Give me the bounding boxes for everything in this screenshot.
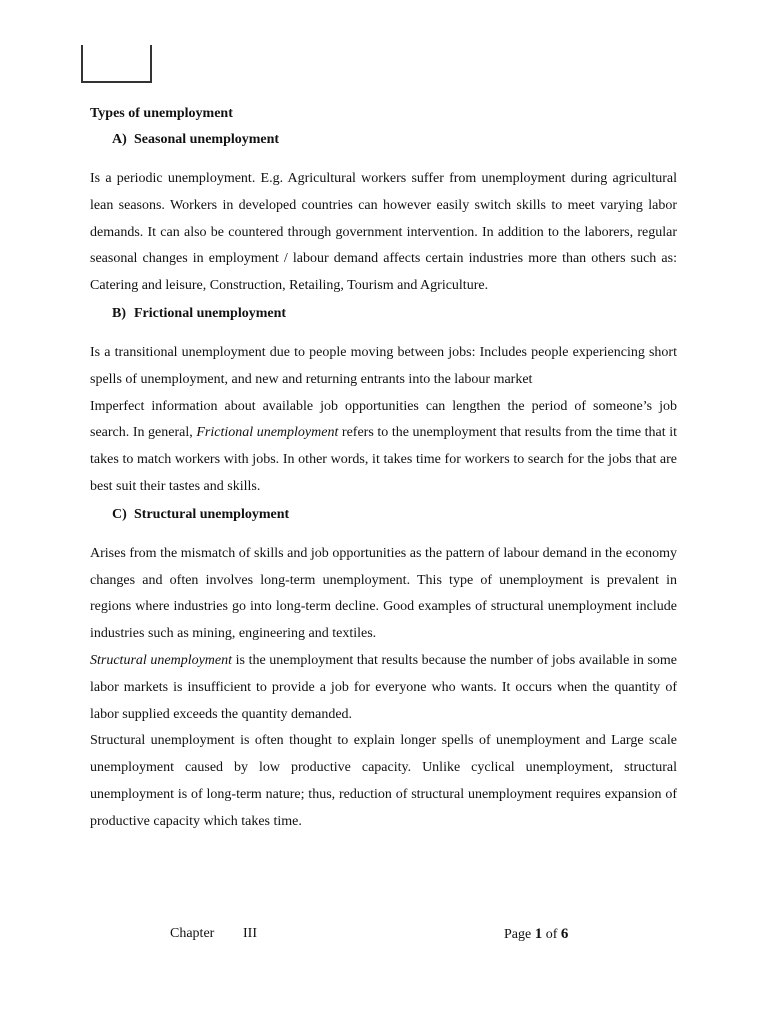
frictional-paragraph-2 — [90, 394, 677, 501]
structural-paragraph-1: Arises from the mismatch of skills and job opportunities as the pattern of labour demand in the economy changes and often involves long-term unemployment. This type of unemployment is prevalent in regions where industries go into long-term decline. Good examples of structural unemployment include industries such as mining, engineering and textiles. — [90, 545, 677, 642]
italic-term: Structural unemployment — [90, 652, 233, 668]
section-letter: A) — [112, 132, 127, 147]
section-heading-seasonal — [90, 128, 677, 152]
page-total: 6 — [560, 926, 569, 942]
text-run: Imperfect information about available job opportunities can lengthen the period of someone’s job search. In general, — [90, 398, 677, 441]
seasonal-paragraph: Is a periodic unemployment. E.g. Agricultural workers suffer from unemployment during agricultural lean seasons. Workers in developed countries can however easily switch skills to meet varying labor demands. It can also be countered through government intervention. In addition to the laborers, regular seasonal changes in employment / labour demand affects certain industries more than others such as: Catering and leisure, Construction, Retailing, Tourism and Agriculture. — [90, 171, 677, 294]
text-run: refers to the unemployment that results from the time that it takes to match workers with jobs. In other words, it takes time for workers to search for the jobs that are best suit their tastes and skills. — [90, 425, 678, 494]
italic-term: Frictional unemployment — [196, 425, 339, 441]
section-title: Frictional unemployment — [134, 305, 287, 321]
page-label: Page — [504, 927, 532, 942]
document-title: Types of unemployment — [90, 106, 233, 121]
section-title: Structural unemployment — [134, 506, 290, 522]
document-body — [90, 102, 677, 836]
corner-crop-mark — [81, 45, 152, 83]
structural-paragraph-2 — [90, 648, 677, 728]
section-title: Seasonal unemployment — [134, 132, 280, 147]
page-of: of — [545, 927, 558, 942]
section-letter: C) — [112, 506, 127, 522]
footer-chapter-number: III — [243, 926, 257, 941]
footer-chapter-label: Chapter — [170, 926, 215, 941]
page-current: 1 — [534, 926, 543, 942]
text-run: is the unemployment that results because the number of jobs available in some labor markets is insufficient to provide a job for everyone who wants. It occurs when the quantity of labor supplied exceeds the quantity demanded. — [90, 652, 677, 722]
section-letter: B) — [112, 305, 126, 321]
structural-paragraph-3: Structural unemployment is often thought to explain longer spells of unemployment and Large scale unemployment caused by low productive capacity. Unlike cyclical unemployment, structural unemployment is of long-term nature; thus, reduction of structural unemployment requires expansion of productive capacity which takes time. — [90, 733, 677, 829]
section-heading-structural — [90, 503, 677, 527]
section-heading-frictional — [90, 302, 677, 326]
frictional-paragraph-1: Is a transitional unemployment due to people moving between jobs: Includes people experiencing short spells of unemployment, and new and returning entrants into the labour market — [90, 344, 677, 387]
footer-page-number — [504, 924, 568, 945]
